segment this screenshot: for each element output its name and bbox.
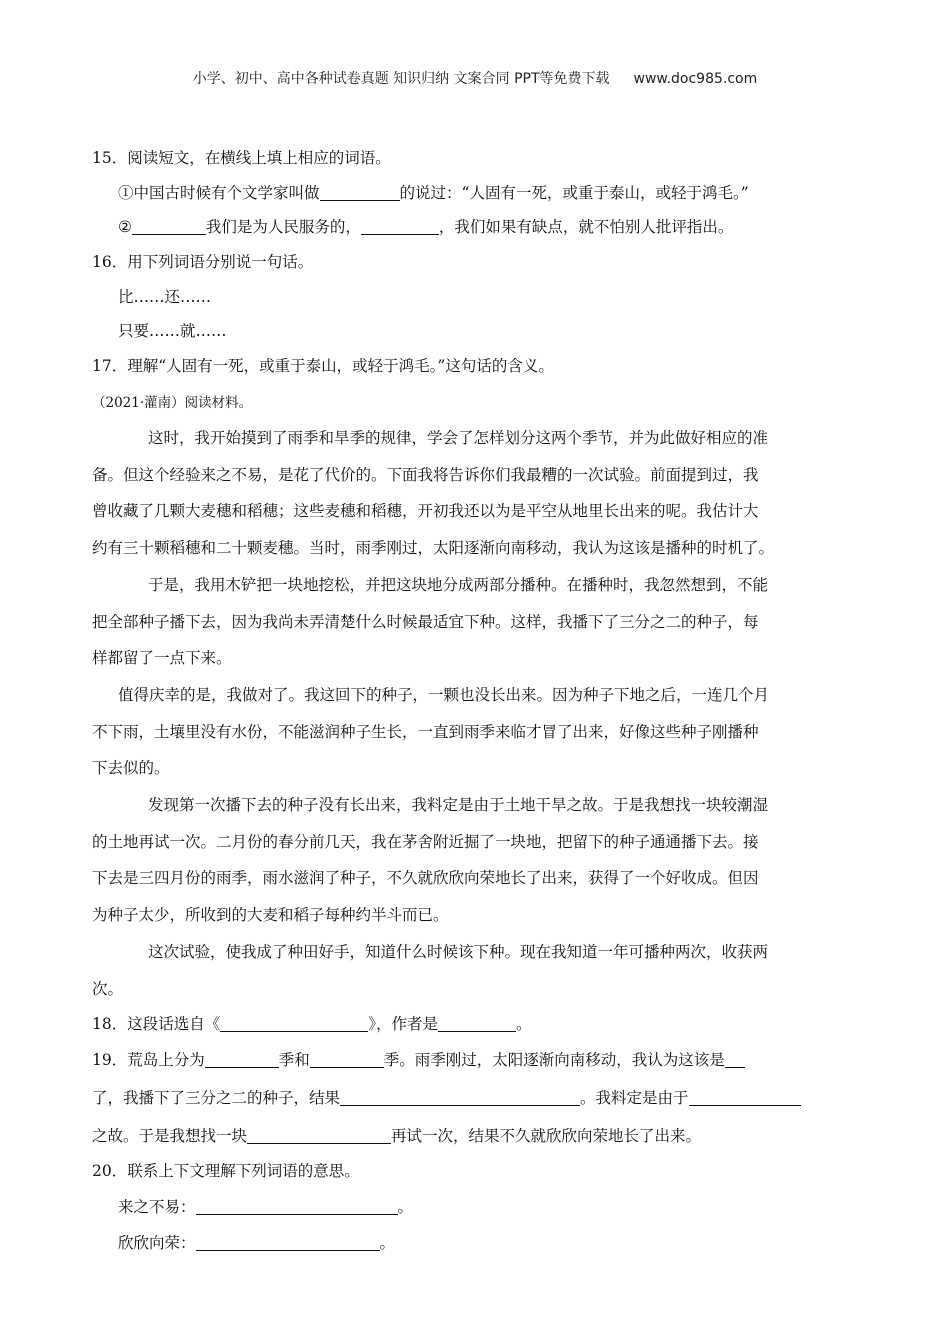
q19-text-b: 季和 bbox=[278, 1051, 310, 1069]
q18-blank-author[interactable] bbox=[438, 1015, 516, 1032]
q19-blank1[interactable] bbox=[205, 1051, 279, 1068]
q15-line1-text-a: ①中国古时候有个文学家叫做 bbox=[118, 184, 320, 202]
q20-item1 bbox=[118, 1197, 413, 1217]
page-header bbox=[0, 68, 950, 88]
q20-blank1[interactable] bbox=[196, 1198, 398, 1215]
q20-title: 20．联系上下文理解下列词语的意思。 bbox=[92, 1162, 360, 1180]
passage-p1-line3: 曾收藏了几颗大麦穗和稻穗；这些麦穗和稻穗，开初我还以为是平空从地里长出来的呢。我估计大 bbox=[92, 502, 759, 520]
q15-blank2[interactable] bbox=[132, 218, 206, 235]
q15-line2-text-c: ，我们如果有缺点，就不怕别人批评指出。 bbox=[438, 218, 734, 236]
q19-line3 bbox=[92, 1126, 701, 1146]
q18-blank-book[interactable] bbox=[220, 1015, 368, 1032]
q19-blank2[interactable] bbox=[310, 1051, 384, 1068]
q19-text-e: 。我料定是由于 bbox=[580, 1089, 689, 1107]
q20-item1-end: 。 bbox=[397, 1198, 414, 1216]
q19-blank4[interactable] bbox=[340, 1089, 580, 1106]
passage-p3-line2: 不下雨，土壤里没有水份，不能滋润种子生长，一直到雨季来临才冒了出来，好像这些种子刚播种 bbox=[92, 723, 759, 741]
q19-text-d: 了，我播下了三分之二的种子，结果 bbox=[92, 1089, 341, 1107]
passage-p4-line4: 为种子太少，所收到的大麦和稻子每种约半斗而已。 bbox=[92, 906, 449, 924]
header-url[interactable]: www.doc985.com bbox=[633, 71, 758, 87]
q15-line2-text-a: ② bbox=[118, 218, 132, 236]
passage-p2-line3: 样都留了一点下来。 bbox=[92, 649, 232, 667]
q20-item1-label: 来之不易： bbox=[118, 1198, 196, 1216]
passage-p3-line3: 下去似的。 bbox=[92, 759, 170, 777]
q20-item2 bbox=[118, 1233, 395, 1253]
passage-p1-line1: 这时，我开始摸到了雨季和旱季的规律，学会了怎样划分这两个季节，并为此做好相应的准 bbox=[148, 429, 769, 447]
passage-p1-line2: 备。但这个经验来之不易，是花了代价的。下面我将告诉你们我最糟的一次试验。前面提到过，我 bbox=[92, 466, 759, 484]
passage-source: （2021·灌南）阅读材料。 bbox=[92, 395, 253, 411]
q15-line1-text-b: 的说过：“人固有一死，或重于泰山，或轻于鸿毛。” bbox=[399, 184, 749, 202]
q19-text-f: 之故。于是我想找一块 bbox=[92, 1127, 248, 1145]
q20-blank2[interactable] bbox=[196, 1234, 380, 1251]
q17-title: 17．理解“人固有一死，或重于泰山，或轻于鸿毛。”这句话的含义。 bbox=[92, 357, 554, 375]
q19-blank5[interactable] bbox=[689, 1089, 801, 1106]
passage-p3-line1: 值得庆幸的是，我做对了。我这回下的种子，一颗也没长出来。因为种子下地之后，一连几个月 bbox=[118, 686, 770, 704]
q19-text-g: 再试一次，结果不久就欣欣向荣地长了出来。 bbox=[391, 1127, 702, 1145]
q19-blank3[interactable] bbox=[725, 1051, 745, 1068]
passage-p2-line1: 于是，我用木铲把一块地挖松，并把这块地分成两部分播种。在播种时，我忽然想到，不能 bbox=[148, 576, 769, 594]
q19-text-a: 19．荒岛上分为 bbox=[92, 1051, 205, 1069]
q19-text-c: 季。雨季刚过，太阳逐渐向南移动，我认为这该是 bbox=[383, 1051, 725, 1069]
q15-line2-text-b: 我们是为人民服务的， bbox=[205, 218, 361, 236]
passage-p2-line2: 把全部种子播下去，因为我尚未弄清楚什么时候最适宜下种。这样，我播下了三分之二的种子，每 bbox=[92, 613, 759, 631]
q19-line1 bbox=[92, 1050, 745, 1070]
passage-p1-line4: 约有三十颗稻穗和二十颗麦穗。当时，雨季刚过，太阳逐渐向南移动，我认为这该是播种的时机了。 bbox=[92, 539, 775, 557]
passage-p4-line3: 下去是三四月份的雨季，雨水滋润了种子，不久就欣欣向荣地长了出来，获得了一个好收成。但因 bbox=[92, 869, 759, 887]
q18-text-c: 。 bbox=[516, 1015, 532, 1033]
q16-item-2: 只要……就…… bbox=[118, 322, 227, 340]
q18-text-b: 》，作者是 bbox=[368, 1015, 438, 1033]
passage-p5-line1: 这次试验，使我成了种田好手，知道什么时候该下种。现在我知道一年可播种两次，收获两 bbox=[148, 943, 769, 961]
passage-p4-line1: 发现第一次播下去的种子没有长出来，我料定是由于土地干旱之故。于是我想找一块较潮湿 bbox=[148, 796, 769, 814]
q15-line1 bbox=[118, 183, 749, 203]
q20-item2-end: 。 bbox=[379, 1234, 396, 1252]
q19-blank6[interactable] bbox=[247, 1127, 391, 1144]
header-text: 小学、初中、高中各种试卷真题 知识归纳 文案合同 PPT等免费下载 bbox=[192, 71, 610, 87]
q18-line bbox=[92, 1014, 532, 1034]
q15-blank3[interactable] bbox=[361, 218, 439, 235]
q15-title: 15．阅读短文，在横线上填上相应的词语。 bbox=[92, 149, 391, 167]
passage-p5-line2: 次。 bbox=[92, 980, 124, 998]
q19-line2 bbox=[92, 1088, 801, 1108]
q20-item2-label: 欣欣向荣： bbox=[118, 1234, 196, 1252]
q16-item-1: 比……还…… bbox=[118, 288, 212, 306]
q15-blank1[interactable] bbox=[320, 184, 400, 201]
q15-line2 bbox=[118, 217, 733, 237]
passage-p4-line2: 的土地再试一次。二月份的春分前几天，我在茅舍附近掘了一块地，把留下的种子通通播下去。接 bbox=[92, 833, 759, 851]
q18-text-a: 18．这段话选自《 bbox=[92, 1015, 221, 1033]
q16-title: 16．用下列词语分别说一句话。 bbox=[92, 253, 314, 271]
